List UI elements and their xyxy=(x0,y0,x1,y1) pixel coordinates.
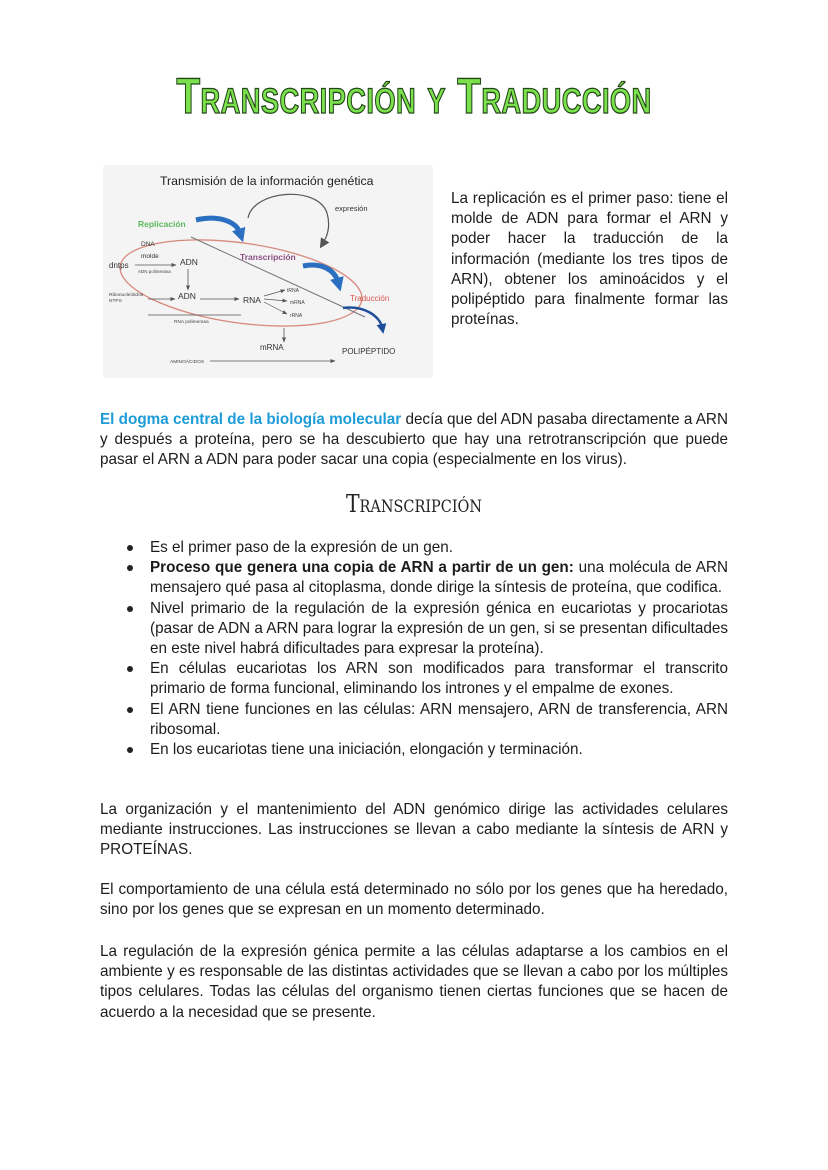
list-item xyxy=(150,558,728,598)
list-item-text: Es el primer paso de la expresión de un gen. xyxy=(150,539,453,556)
list-item xyxy=(150,538,728,558)
label-aminoacidos: AMINOÁCIDOS xyxy=(170,360,205,365)
label-mrna-small: mRNA xyxy=(290,300,305,306)
list-item-text: Nivel primario de la regulación de la expresión génica en eucariotas y procariotas (pasar de ADN a ARN para lograr la expresión de un gen, si se presentan dificultades en este nivel habrá dificultades para expresar la proteína). xyxy=(150,599,728,658)
diagram-heading: Transmisión de la información genética xyxy=(160,174,374,188)
label-rrna: rRNA xyxy=(290,313,303,319)
bullet-marker xyxy=(127,606,133,612)
list-item xyxy=(150,659,728,699)
list-item xyxy=(150,700,728,740)
list-item-text: una molécula de ARN mensajero qué pasa al citoplasma, donde dirige la síntesis de proteína, que codifica. xyxy=(150,559,728,597)
genetic-information-diagram xyxy=(103,165,433,378)
label-polipeptido: POLIPÉPTIDO xyxy=(342,347,396,356)
list-item xyxy=(150,740,728,760)
section-heading: Transcripción xyxy=(345,490,483,518)
bullet-marker xyxy=(127,666,133,672)
list-item xyxy=(150,599,728,660)
label-dntps: dntps xyxy=(109,261,129,270)
dogma-text: decía que del ADN pasaba directamente a ARN y después a proteína, pero se ha descubierto que hay una retrotranscripción que puede pasar el ARN a ADN para poder sacar una copia (especialmente en los virus). xyxy=(100,411,728,469)
paragraph-regulacion: La regulación de la expresión génica permite a las células adaptarse a los cambios en el ambiente y es responsable de las distintas actividades que se llevan a cabo por los múltiples tipos celulares. Todas las células del organismo tienen ciertas funciones que se hacen de acuerdo a la necesidad que se presente. xyxy=(100,943,728,1021)
list-item-text: En los eucariotas tiene una iniciación, elongación y terminación. xyxy=(150,741,583,759)
label-mrna: mRNA xyxy=(260,343,284,352)
label-replicacion: Replicación xyxy=(138,219,186,229)
bullet-marker xyxy=(127,545,133,551)
label-expresion: expresión xyxy=(335,204,368,213)
paragraph-comportamiento: El comportamiento de una célula está determinado no sólo por los genes que ha heredado, sino por los genes que se expresan en un momento determinado. xyxy=(100,881,728,919)
bullet-marker xyxy=(127,565,133,571)
label-ribonucleotidos: Ribonucleótidos xyxy=(109,293,144,298)
label-adn-polimerasa: ADN polimerasa xyxy=(138,269,171,274)
bullet-marker xyxy=(127,747,133,753)
rna-to-mrna-arrow xyxy=(264,299,287,301)
intro-paragraph: La replicación es el primer paso: tiene el molde de ADN para formar el ARN y poder hacer la traducción de la información (mediante los tres tipos de ARN), obtener los aminoácidos y el polipéptido para finalmente formar las proteínas. xyxy=(451,190,728,329)
label-adn-top: ADN xyxy=(180,257,198,267)
bullet-marker xyxy=(127,707,133,713)
label-adn-mid: ADN xyxy=(178,291,196,301)
diagram-svg xyxy=(103,165,433,378)
rna-to-trna-arrow xyxy=(264,290,285,296)
dogma-highlight: El dogma central de la biología molecular xyxy=(100,411,402,428)
expression-arc-arrow xyxy=(248,194,329,245)
list-item-text: En células eucariotas los ARN son modificados para transformar el transcrito primario de forma funcional, eliminando los intrones y el empalme de exones. xyxy=(150,660,728,698)
label-dna: DNA xyxy=(141,241,155,248)
label-transcripcion: Transcripción xyxy=(240,252,296,262)
page-title: Transcripción y Traducción xyxy=(176,68,652,124)
label-trna: tRNA xyxy=(287,288,299,294)
paragraph-organizacion: La organización y el mantenimiento del ADN genómico dirige las actividades celulares mediante instrucciones. Las instrucciones se llevan a cabo mediante la síntesis de ARN y PROTEÍNAS. xyxy=(100,801,728,859)
replication-arrow xyxy=(196,218,240,233)
label-molde: molde xyxy=(141,253,159,260)
dogma-paragraph xyxy=(100,410,728,471)
label-rna: RNA xyxy=(243,295,261,305)
list-item-bold: Proceso que genera una copia de ARN a partir de un gen: xyxy=(150,559,574,577)
label-ntps: NTPS xyxy=(109,299,122,304)
translation-arrow xyxy=(343,308,382,327)
bullet-list xyxy=(150,538,728,760)
label-traduccion: Traducción xyxy=(350,294,390,303)
list-item-text: El ARN tiene funciones en las células: ARN mensajero, ARN de transferencia, ARN ribosomal. xyxy=(150,700,728,738)
label-rna-polimerasa: RNA polimerasa xyxy=(174,320,209,325)
rna-to-rrna-arrow xyxy=(264,302,287,314)
